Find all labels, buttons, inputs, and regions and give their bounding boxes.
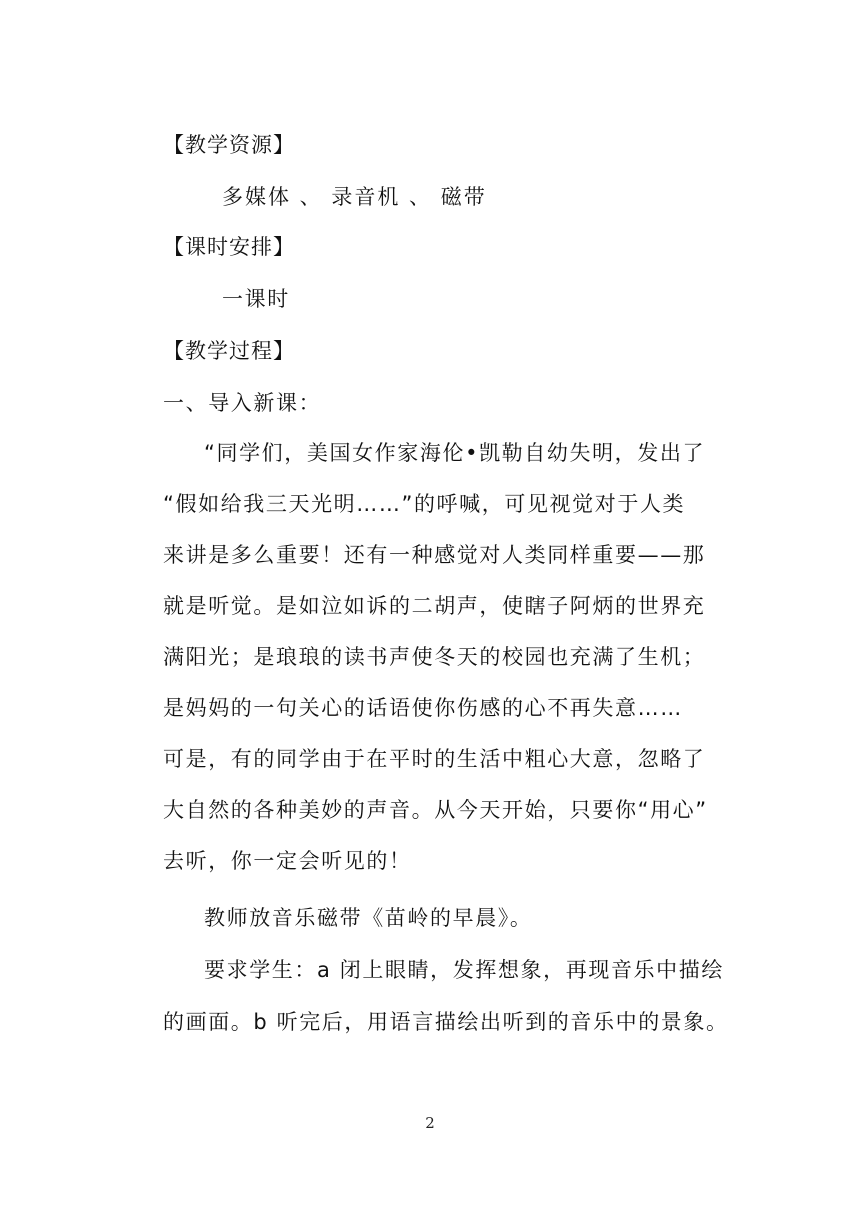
heading-teaching-resources: 【教学资源】 xyxy=(163,133,295,157)
teacher-action-text: 教师放音乐磁带《苗岭的早晨》。 xyxy=(204,906,533,930)
requirement-line: 的画面。b 听完后，用语言描绘出听到的音乐中的景象。 xyxy=(163,1010,729,1034)
schedule-text: 一课时 xyxy=(222,287,290,311)
page-number: 2 xyxy=(425,1114,435,1132)
paragraph-line: 满阳光；是琅琅的读书声使冬天的校园也充满了生机； xyxy=(163,645,706,669)
paragraph-line: 去听，你一定会听见的！ xyxy=(163,849,412,873)
heading-class-schedule: 【课时安排】 xyxy=(163,235,295,259)
paragraph-line: 就是听觉。是如泣如诉的二胡声，使瞎子阿炳的世界充 xyxy=(163,594,706,618)
paragraph-line: “假如给我三天光明……”的呼喊，可见视觉对于人类 xyxy=(163,492,686,516)
resources-text: 多媒体 、 录音机 、 磁带 xyxy=(222,185,487,209)
paragraph-line: 可是，有的同学由于在平时的生活中粗心大意，忽略了 xyxy=(163,747,706,771)
paragraph-line: “同学们，美国女作家海伦•凯勒自幼失明，发出了 xyxy=(204,441,706,465)
requirement-line: 要求学生：a 闭上眼睛，发挥想象，再现音乐中描绘 xyxy=(204,958,724,982)
paragraph-line: 大自然的各种美妙的声音。从今天开始，只要你“用心” xyxy=(163,798,708,822)
paragraph-line: 来讲是多么重要！还有一种感觉对人类同样重要——那 xyxy=(163,543,706,567)
section-one-title: 一、导入新课： xyxy=(163,391,322,415)
heading-teaching-process: 【教学过程】 xyxy=(163,339,295,363)
paragraph-line: 是妈妈的一句关心的话语使你伤感的心不再失意…… xyxy=(163,696,683,720)
